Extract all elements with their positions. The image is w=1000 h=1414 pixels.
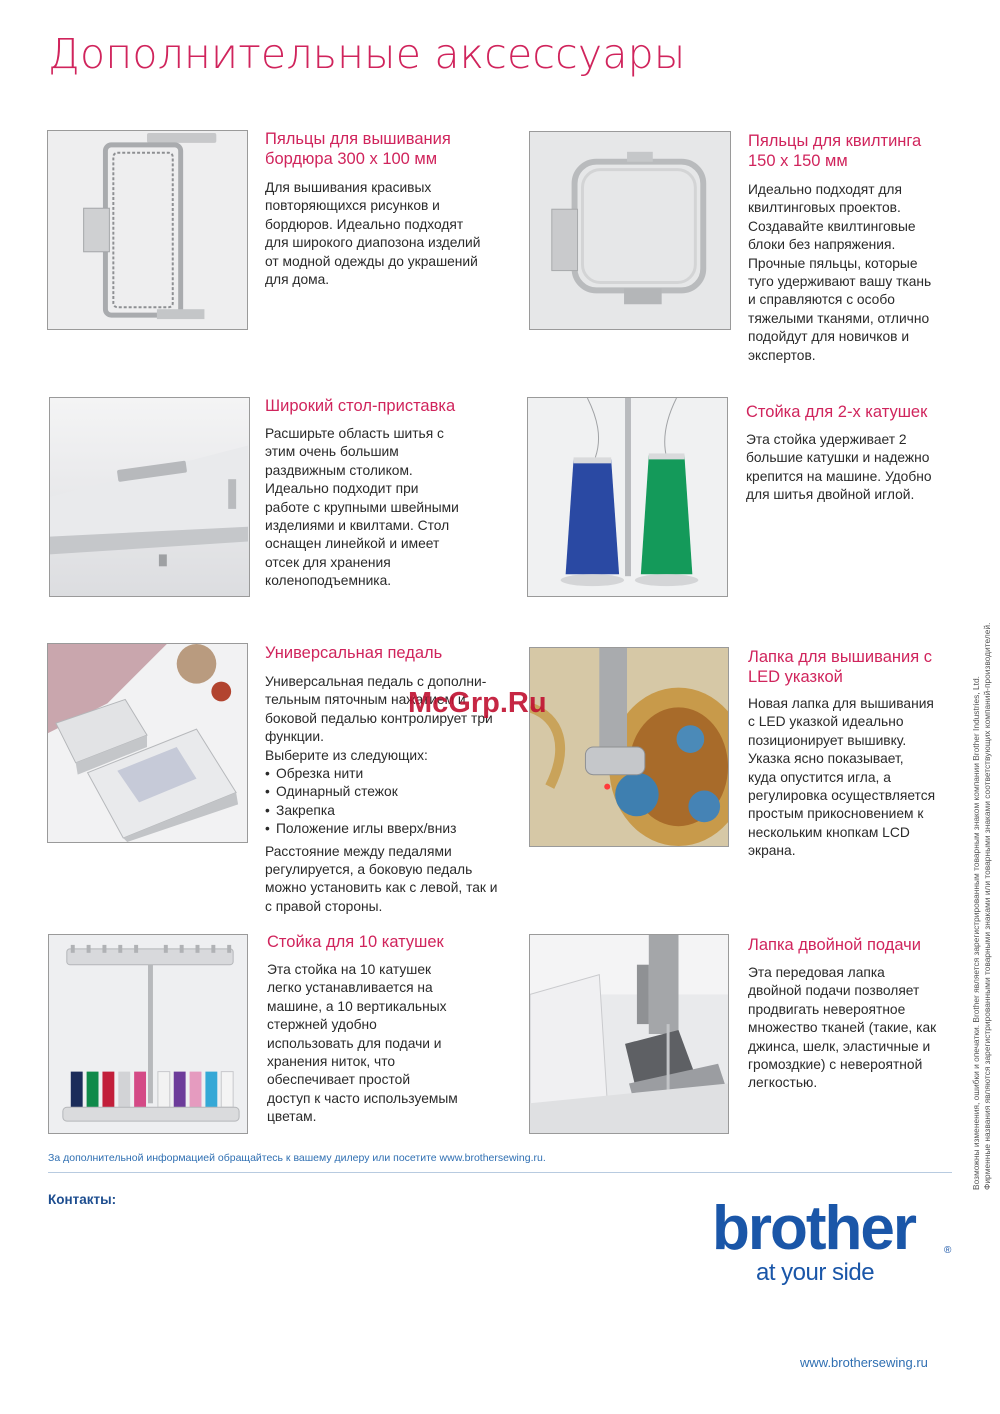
body-line: двойной подачи позволяет bbox=[748, 983, 920, 999]
product-body-two-spool-stand bbox=[746, 431, 932, 505]
title-line: Пяльцы для вышивания bbox=[265, 130, 451, 148]
body-line: подойдут для новичков и bbox=[748, 329, 910, 345]
product-photo-two-spool-stand bbox=[527, 397, 728, 597]
walking-foot-icon bbox=[530, 935, 728, 1133]
product-photo-universal-pedal bbox=[47, 643, 248, 843]
body-line: для широкого диапозона изделий bbox=[265, 235, 481, 251]
brother-logo[interactable] bbox=[712, 1195, 960, 1290]
product-body-walking-foot bbox=[748, 964, 936, 1093]
body-line: и справляются с особо bbox=[748, 292, 895, 308]
title-line: бордюра 300 х 100 мм bbox=[265, 150, 438, 168]
body-line: позиционирует вышивку. bbox=[748, 732, 907, 748]
title-line: Универсальная педаль bbox=[265, 644, 443, 662]
body-line: с LED указкой идеально bbox=[748, 714, 904, 730]
body-line: функции. bbox=[265, 729, 324, 745]
body-line: с правой стороны. bbox=[265, 898, 383, 914]
body-line: этим очень большим bbox=[265, 444, 399, 460]
product-title-walking-foot bbox=[748, 935, 921, 955]
body-line: нескольким кнопкам LCD bbox=[748, 824, 910, 840]
body-line: экспертов. bbox=[748, 347, 816, 363]
body-line: коленоподъемника. bbox=[265, 573, 392, 589]
body-line: изделиями и квилтами. Стол bbox=[265, 518, 450, 534]
contacts-label: Контакты: bbox=[48, 1192, 117, 1207]
product-photo-quilting-hoop bbox=[529, 131, 731, 330]
body-line: регулировка осуществляется bbox=[748, 788, 936, 804]
product-body-wide-table bbox=[265, 425, 459, 591]
pedal-function-list bbox=[265, 765, 525, 839]
list-item: • Закрепка bbox=[265, 802, 525, 820]
body-line: Эта передовая лапка bbox=[748, 965, 885, 980]
body-line: боковой педалью контролирует три bbox=[265, 710, 493, 726]
legal-line: Фирменные названия являются зарегистрированными товарными знаками или товарными знаками соответствующих компаний-производителей. bbox=[982, 622, 992, 1190]
body-line: повторяющихся рисунков и bbox=[265, 198, 440, 214]
body-line: Выберите из следующих: bbox=[265, 747, 428, 763]
product-photo-led-foot bbox=[529, 647, 729, 847]
title-line: Стойка для 10 катушек bbox=[267, 933, 444, 951]
extension-table-icon bbox=[50, 398, 249, 596]
body-line: для дома. bbox=[265, 272, 330, 288]
product-photo-walking-foot bbox=[529, 934, 729, 1134]
product-photo-border-hoop bbox=[47, 130, 248, 330]
product-title-two-spool-stand bbox=[746, 402, 927, 422]
embroidery-hoop-icon bbox=[48, 131, 247, 329]
body-line: туго удерживают вашу ткань bbox=[748, 274, 932, 290]
registered-mark: ® bbox=[944, 1245, 952, 1256]
title-line: LED указкой bbox=[748, 668, 843, 686]
product-title-led-foot bbox=[748, 647, 932, 687]
thread-rack-icon bbox=[49, 935, 247, 1133]
product-title-wide-table bbox=[265, 396, 455, 416]
body-line: Универсальная педаль с дополни- bbox=[265, 674, 487, 689]
footer-note: За дополнительной информацией обращайтесь к вашему дилеру или посетите www.brothersewing.ru. bbox=[48, 1152, 546, 1164]
body-line: Эта стойка на 10 катушек bbox=[267, 962, 432, 977]
legal-side-note bbox=[971, 560, 1000, 1190]
body-line: хранения ниток, что bbox=[267, 1054, 396, 1070]
product-body-quilting-hoop bbox=[748, 181, 931, 365]
legal-line: Возможны изменения, ошибки и опечатки. Brother является зарегистрированным товарным знаком компании Brother Industries, Ltd. bbox=[971, 676, 981, 1190]
body-line: куда опустится игла, а bbox=[748, 769, 891, 785]
body-line: Указка ясно показывает, bbox=[748, 751, 904, 767]
body-line: доступ к часто используемым bbox=[267, 1090, 458, 1106]
list-item: • Обрезка нити bbox=[265, 765, 525, 783]
product-title-quilting-hoop bbox=[748, 131, 921, 171]
body-line: Создавайте квилтинговые bbox=[748, 218, 916, 234]
body-line: можно установить как с левой, так и bbox=[265, 880, 498, 896]
body-line: Новая лапка для вышивания bbox=[748, 696, 934, 711]
body-line: легкостью. bbox=[748, 1075, 818, 1091]
body-line: экрана. bbox=[748, 843, 796, 859]
title-line: 150 х 150 мм bbox=[748, 152, 848, 170]
body-line: громоздкие) с невероятной bbox=[748, 1057, 923, 1073]
body-line: от модной одежды до украшений bbox=[265, 253, 478, 269]
body-line: множество тканей (такие, как bbox=[748, 1020, 937, 1036]
body-line: регулируется, а боковую педаль bbox=[265, 862, 473, 878]
product-body-led-foot bbox=[748, 695, 935, 861]
product-photo-ten-spool-stand bbox=[48, 934, 248, 1134]
body-line: Идеально подходит при bbox=[265, 481, 419, 497]
body-line: бордюров. Идеально подходят bbox=[265, 216, 464, 232]
website-link[interactable]: www.brothersewing.ru bbox=[800, 1355, 928, 1370]
body-line: Расстояние между педалями bbox=[265, 843, 452, 859]
product-photo-wide-table bbox=[49, 397, 250, 597]
product-title-ten-spool-stand bbox=[267, 932, 444, 952]
body-line: работе с крупными швейными bbox=[265, 499, 459, 515]
body-line: квилтинговых проектов. bbox=[748, 200, 901, 216]
body-line: продвигать невероятное bbox=[748, 1001, 906, 1017]
page-title: Дополнительные аксессуары bbox=[48, 30, 686, 78]
logo-tagline: at your side bbox=[756, 1259, 875, 1286]
divider bbox=[48, 1172, 952, 1173]
body-line: стержней удобно bbox=[267, 1017, 377, 1033]
presser-foot-icon bbox=[530, 648, 728, 846]
list-item: • Положение иглы вверх/вниз bbox=[265, 820, 525, 838]
body-line: большие катушки и надежно bbox=[746, 450, 930, 466]
product-title-border-hoop bbox=[265, 129, 451, 169]
title-line: Лапка двойной подачи bbox=[748, 936, 921, 954]
title-line: Лапка для вышивания с bbox=[748, 648, 932, 666]
body-line: блоки без напряжения. bbox=[748, 237, 896, 253]
body-line: обеспечивает простой bbox=[267, 1072, 411, 1088]
body-line: машине, а 10 вертикальных bbox=[267, 998, 447, 1014]
body-line: тяжелыми тканями, отлично bbox=[748, 310, 930, 326]
body-line: для шитья двойной иглой. bbox=[746, 487, 915, 503]
body-line: раздвижным столиком. bbox=[265, 462, 413, 478]
product-title-universal-pedal bbox=[265, 643, 442, 663]
body-line: Идеально подходят для bbox=[748, 182, 902, 197]
product-body-ten-spool-stand bbox=[267, 961, 458, 1127]
list-item: • Одинарный стежок bbox=[265, 783, 525, 801]
body-line: отсек для хранения bbox=[265, 554, 391, 570]
title-line: Широкий стол-приставка bbox=[265, 397, 456, 415]
body-line: оснащен линейкой и имеет bbox=[265, 536, 440, 552]
body-line: цветам. bbox=[267, 1109, 317, 1125]
body-line: Эта стойка удерживает 2 bbox=[746, 432, 907, 447]
foot-pedal-icon bbox=[48, 644, 247, 842]
body-line: Расширьте область шитья с bbox=[265, 426, 444, 441]
body-line: крепится на машине. Удобно bbox=[746, 468, 932, 484]
body-line: Для вышивания красивых bbox=[265, 180, 432, 195]
product-body-border-hoop bbox=[265, 179, 480, 289]
body-line: использовать для подачи и bbox=[267, 1035, 442, 1051]
logo-wordmark: brother bbox=[712, 1194, 915, 1263]
body-line: джинса, шелк, эластичные и bbox=[748, 1038, 931, 1054]
title-line: Пяльцы для квилтинга bbox=[748, 132, 922, 150]
square-hoop-icon bbox=[530, 132, 730, 329]
spool-stand-icon bbox=[528, 398, 727, 596]
body-line: легко устанавливается на bbox=[267, 980, 433, 996]
watermark: McGrp.Ru bbox=[408, 687, 547, 719]
body-line: простым прикосновением к bbox=[748, 806, 924, 822]
body-line: Прочные пяльцы, которые bbox=[748, 255, 918, 271]
title-line: Стойка для 2-х катушек bbox=[746, 403, 928, 421]
body-line: тельным пяточным нажатием и bbox=[265, 692, 466, 708]
